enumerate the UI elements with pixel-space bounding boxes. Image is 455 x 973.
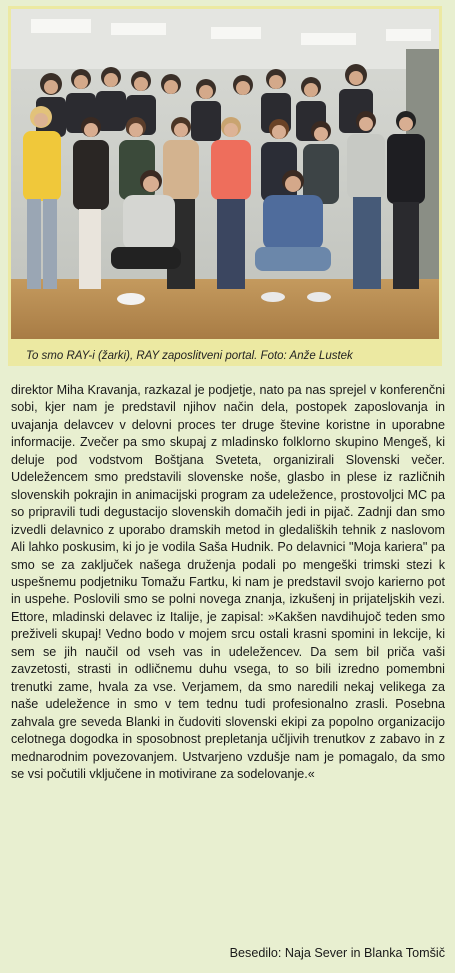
photo-frame bbox=[8, 6, 442, 366]
group-photo bbox=[11, 9, 439, 339]
byline: Besedilo: Naja Sever in Blanka Tomšič bbox=[229, 946, 445, 960]
article-paragraph: direktor Miha Kravanja, razkazal je podjetje, nato pa nas sprejel v konferenčni sobi, kjer nam je predstavil njihov način dela, postopek zaposlovanja in uvajanja delavcev v delovni proces ter druge števine koristne in uporabne informacije. Zvečer pa smo skupaj z mladinsko folklorno skupino Mengeš, ki deluje pod vodstvom Boštjana Sveteta, organizirali Slovenski večer. Udeležencem smo predstavili slovenske noše, glasbo in plese iz različnih slovenskih pokrajin in animacijski program za udeležence, prostovoljci MC pa so pripravili tudi degustacijo slovenskih domačih jedi in pijač. Zadnji dan smo izvedli delavnico z uporabo dramskih metod in gledaliških tehnik z naslovom Ali lahko poskusim, ki jo je vodila Saša Hudnik. Po delavnici "Moja kariera" pa smo se za zaključek našega druženja podali po mengeški trimski stezi k uspešnemu podjetniku Tomažu Fartku, ki nam je predstavil svojo karierno pot in uspehe. Poslovili smo se polni novega znanja, izkušenj in prijateljskih vezi. Ettore, mladinski delavec iz Italije, je zapisal: »Kakšen navdihujoč teden smo preživeli skupaj! Vedno bodo v mojem srcu ostali krasni spomini in lekcije, ki sem se jih naučil od vseh vas in udeležencev. Da sem bil priča vaši zavzetosti, strasti in odličnemu duhu vsega, to so bili izredno pomembni trenutki zame, hvala za vse. Verjamem, da smo naredili nekaj velikega za naše udeležence in smo v tem tednu tudi profesionalno zrasli. Posebna zahvala gre seveda Blanki in čudoviti slovenski ekipi za popolno organizacijo celotnega dogodka in sposobnost prepletanja učljivih trenutkov z zabavo in z mednarodnim povezovanjem. Ustvarjeno vzdušje nam je pomagalo, da smo se vsi počutili vključene in motivirane za sodelovanje.« bbox=[11, 383, 445, 781]
article-body bbox=[11, 382, 445, 783]
photo-caption: To smo RAY-i (žarki), RAY zaposlitveni portal. Foto: Anže Lustek bbox=[26, 350, 353, 362]
